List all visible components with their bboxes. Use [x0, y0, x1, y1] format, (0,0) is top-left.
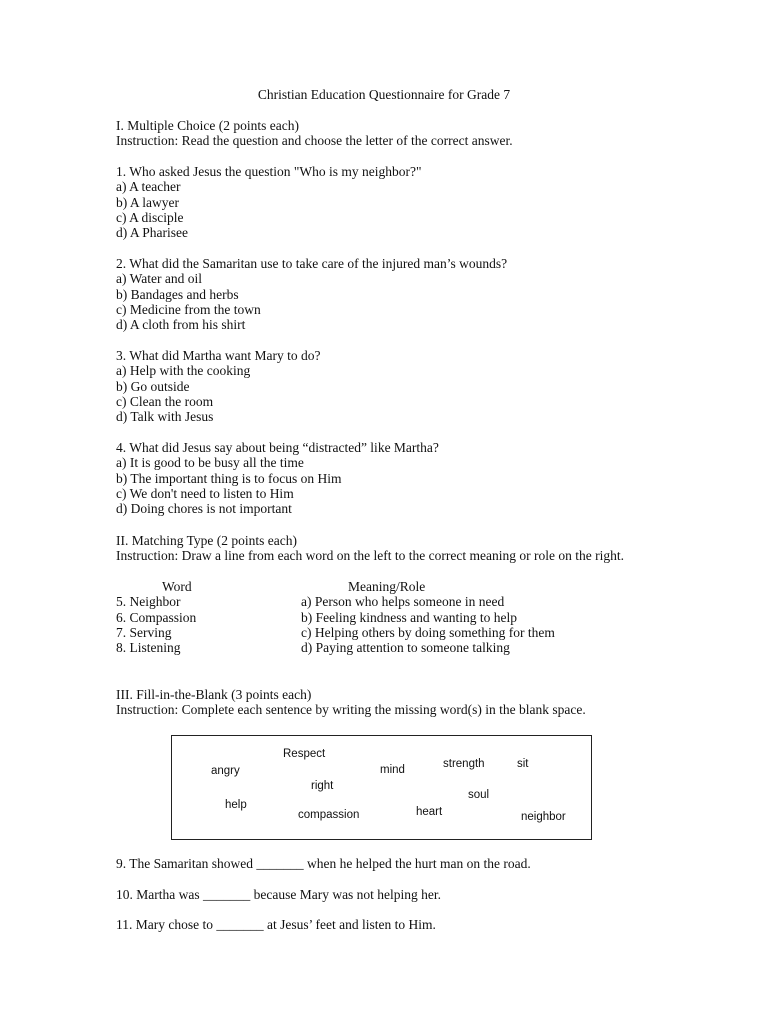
matching-meaning: d) Paying attention to someone talking: [301, 640, 510, 656]
word-bank-word: Respect: [283, 748, 326, 760]
section-heading: II. Matching Type (2 points each): [116, 533, 298, 548]
answer-option: d) A cloth from his shirt: [116, 317, 246, 333]
section3-header: [116, 687, 736, 718]
matching-row: [116, 640, 716, 655]
matching-meaning: a) Person who helps someone in need: [301, 594, 505, 610]
section-instruction: Instruction: Draw a line from each word on the left to the correct meaning or role on the right.: [116, 548, 624, 564]
answer-option: b) Bandages and herbs: [116, 286, 239, 302]
word-bank-box: [171, 735, 592, 840]
word-bank-word: sit: [517, 758, 529, 770]
section-instruction: Instruction: Read the question and choose the letter of the correct answer.: [116, 133, 513, 149]
fill-blank-sentence: 9. The Samaritan showed _______ when he helped the hurt man on the road.: [116, 856, 531, 871]
answer-option: d) Doing chores is not important: [116, 501, 292, 517]
column-header-meaning: Meaning/Role: [348, 579, 426, 594]
matching-meaning: c) Helping others by doing something for them: [301, 624, 555, 640]
question-text: 1. Who asked Jesus the question "Who is my neighbor?": [116, 164, 422, 179]
section1-header: [116, 118, 736, 149]
word-bank-word: right: [311, 780, 334, 792]
answer-option: a) It is good to be busy all the time: [116, 455, 304, 471]
document-title: Christian Education Questionnaire for Grade 7: [257, 87, 511, 102]
word-bank-word: soul: [468, 789, 490, 801]
matching-meaning: b) Feeling kindness and wanting to help: [301, 609, 517, 625]
section2-header: [116, 533, 736, 564]
matching-word: 6. Compassion: [116, 609, 197, 625]
answer-option: a) Help with the cooking: [116, 363, 251, 379]
fill-blank-sentence: 10. Martha was _______ because Mary was not helping her.: [116, 887, 442, 902]
question-3: [116, 348, 736, 424]
column-header-word: Word: [162, 579, 192, 594]
answer-option: c) A disciple: [116, 209, 184, 225]
question-text: 2. What did the Samaritan use to take care of the injured man’s wounds?: [116, 256, 508, 271]
matching-word: 7. Serving: [116, 624, 172, 640]
word-bank-word: compassion: [298, 809, 360, 821]
matching-word: 5. Neighbor: [116, 594, 181, 610]
matching-table: [116, 579, 716, 655]
word-bank-word: help: [225, 799, 247, 811]
answer-option: b) Go outside: [116, 378, 190, 394]
word-bank-word: strength: [443, 758, 485, 770]
section-heading: I. Multiple Choice (2 points each): [116, 118, 299, 133]
matching-row: [116, 610, 716, 625]
answer-option: a) Water and oil: [116, 271, 203, 287]
matching-row: [116, 594, 716, 609]
word-bank-word: mind: [380, 764, 405, 776]
answer-option: d) A Pharisee: [116, 225, 188, 241]
matching-header-row: [116, 579, 716, 594]
answer-option: c) Clean the room: [116, 393, 214, 409]
matching-row: [116, 625, 716, 640]
fill-blank-sentence: 11. Mary chose to _______ at Jesus’ feet and listen to Him.: [116, 917, 436, 932]
question-text: 3. What did Martha want Mary to do?: [116, 348, 321, 363]
answer-option: c) We don't need to listen to Him: [116, 485, 294, 501]
answer-option: d) Talk with Jesus: [116, 409, 214, 425]
answer-option: a) A teacher: [116, 179, 181, 195]
answer-option: b) A lawyer: [116, 194, 179, 210]
question-2: [116, 256, 736, 332]
answer-option: c) Medicine from the town: [116, 301, 261, 317]
word-bank-word: heart: [416, 806, 443, 818]
matching-word: 8. Listening: [116, 640, 181, 656]
section-instruction: Instruction: Complete each sentence by writing the missing word(s) in the blank space.: [116, 702, 586, 718]
word-bank-word: angry: [211, 765, 240, 777]
answer-option: b) The important thing is to focus on Him: [116, 470, 342, 486]
question-1: [116, 164, 736, 240]
word-bank-word: neighbor: [521, 811, 566, 823]
section-heading: III. Fill-in-the-Blank (3 points each): [116, 687, 312, 702]
question-text: 4. What did Jesus say about being “distracted” like Martha?: [116, 440, 439, 455]
question-4: [116, 440, 736, 516]
